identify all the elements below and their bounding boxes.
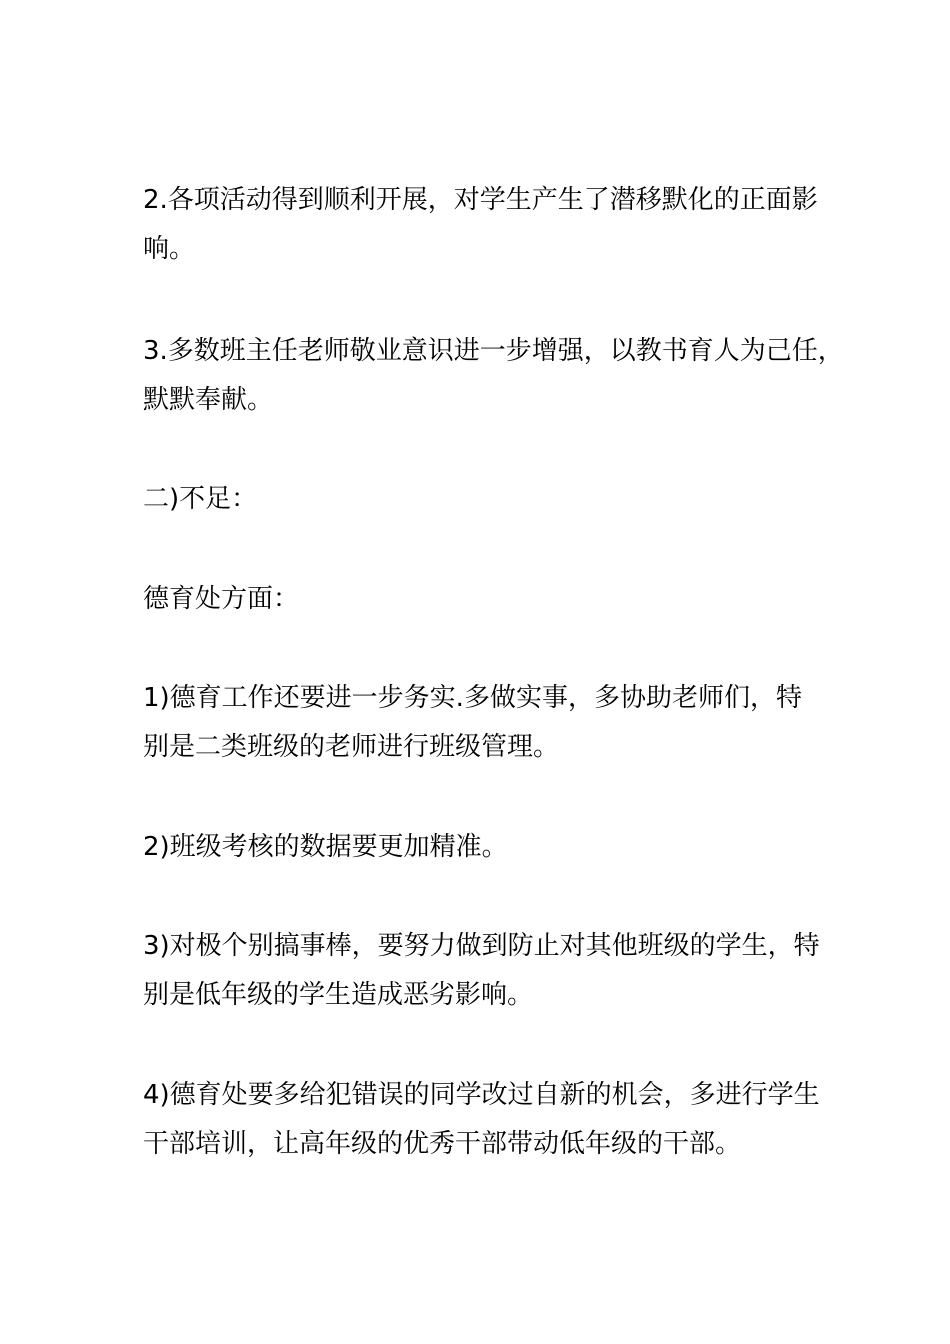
paragraph-item-2-results [143, 176, 843, 274]
text-line: 德育处方面： [143, 584, 300, 614]
section-heading-shortcomings [143, 475, 843, 524]
list-item-4 [143, 1071, 843, 1169]
subheading-moral-office [143, 575, 843, 624]
list-item-3 [143, 922, 843, 1020]
text-line: 4)德育处要多给犯错误的同学改过自新的机会，多进行学生 [143, 1080, 820, 1110]
list-item-2 [143, 823, 843, 872]
list-item-1 [143, 674, 843, 772]
text-line: 响。 [143, 234, 196, 264]
text-line: 2)班级考核的数据要更加精准。 [143, 832, 508, 862]
text-line: 默默奉献。 [143, 385, 274, 415]
text-line: 干部培训，让高年级的优秀干部带动低年级的干部。 [143, 1129, 742, 1159]
text-line: 别是低年级的学生造成恶劣影响。 [143, 980, 534, 1010]
paragraph-item-3-teachers [143, 327, 843, 425]
text-line: 3)对极个别搞事棒，要努力做到防止对其他班级的学生，特 [143, 931, 820, 961]
text-line: 3.多数班主任老师敬业意识进一步增强，以教书育人为己任， [143, 336, 844, 366]
text-line: 别是二类班级的老师进行班级管理。 [143, 732, 560, 762]
text-line: 1)德育工作还要进一步务实.多做实事，多协助老师们，特 [143, 683, 802, 713]
text-line: 2.各项活动得到顺利开展，对学生产生了潜移默化的正面影 [143, 185, 818, 215]
text-line: 二)不足： [143, 484, 258, 514]
